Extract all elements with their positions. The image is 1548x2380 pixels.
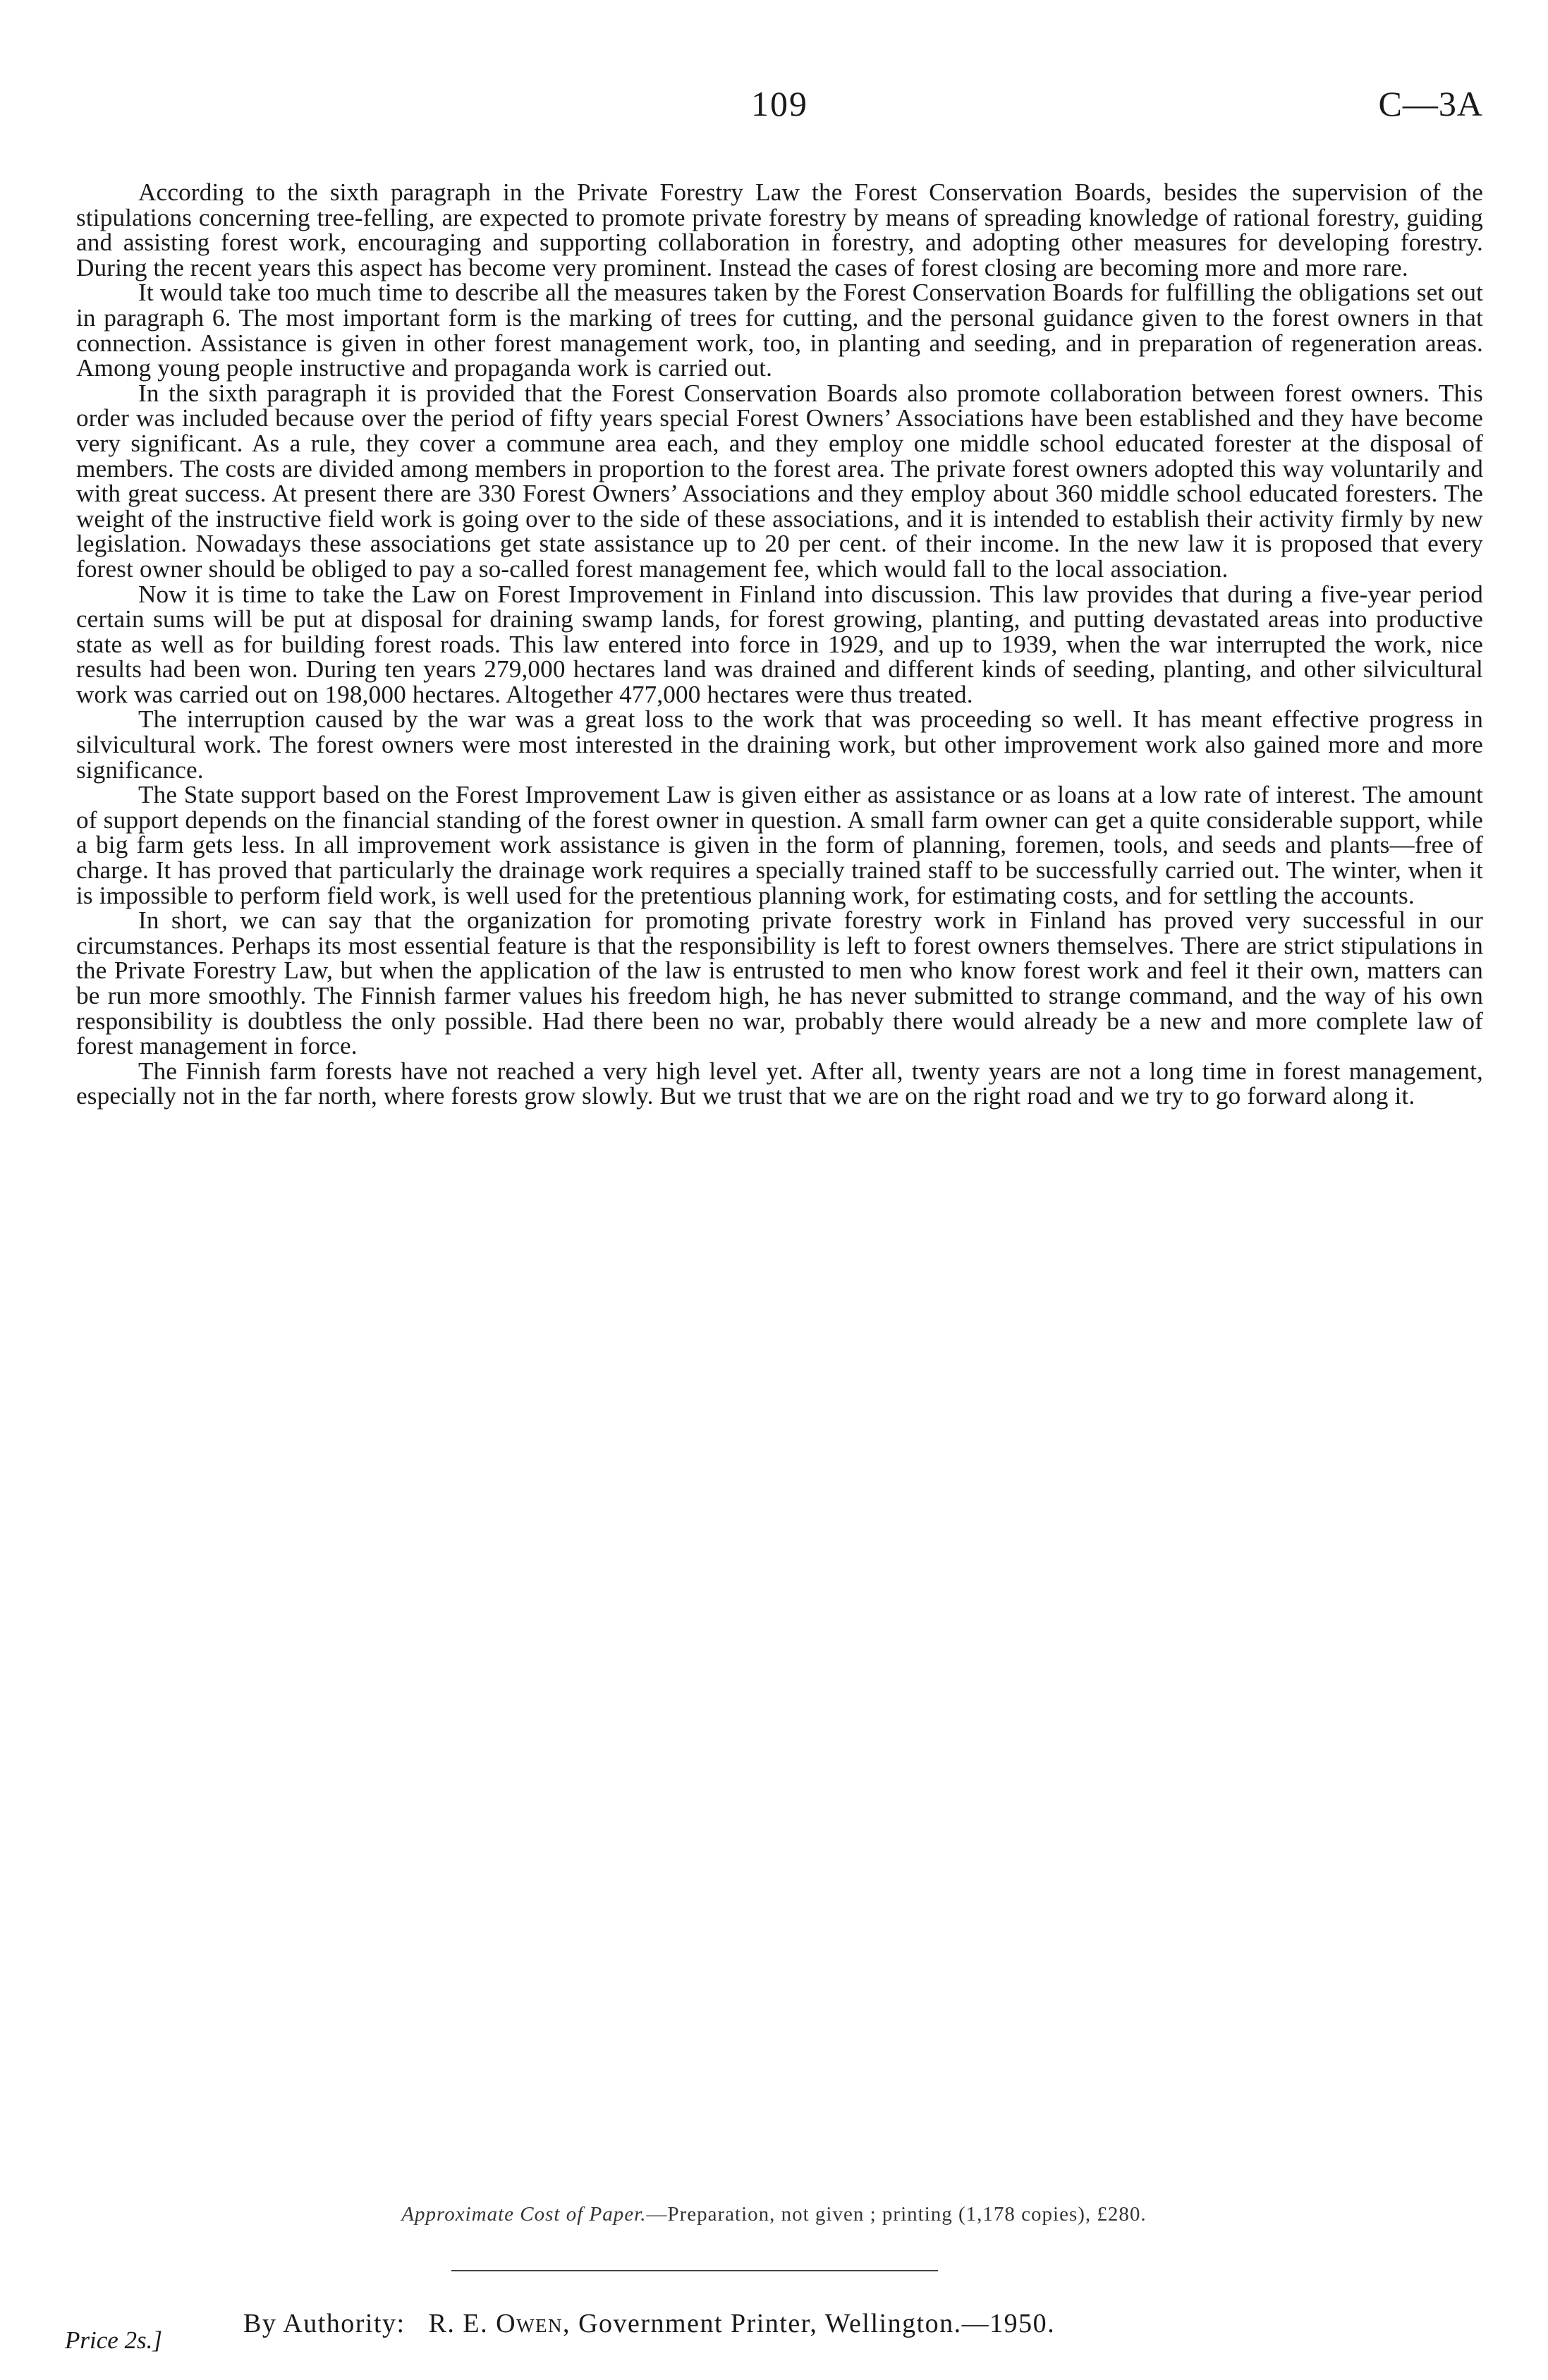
cost-label: Approximate Cost of Paper. xyxy=(401,2203,647,2226)
paragraph: Now it is time to take the Law on Forest Improvement in Finland into discussion. This law provides that during a five-year period certain sums will be put at disposal for draining swamp lands, for forest growing, planting, and putting devastated areas into productive state as well as for building forest roads. This law entered into force in 1929, and up to 1939, when the war interrupted the work, nice results had been won. During ten years 279,000 hectares land was drained and different kinds of seeding, planting, and other silvicultural work was carried out on 198,000 hectares. Altogether 477,000 hectares were thus treated. xyxy=(76,580,1483,708)
divider-rule xyxy=(451,2270,938,2271)
printer-suffix: Government Printer, Wellington.—1950. xyxy=(578,2309,1056,2338)
document-reference: C—3A xyxy=(1378,84,1483,123)
page-header xyxy=(76,83,1483,140)
paragraph: In the sixth paragraph it is provided that the Forest Conservation Boards also promote collaboration between forest owners. This order was included because over the period of fifty years special Forest Owners’ Associations have been established and they have become very significant. As a rule, they cover a commune area each, and they employ one middle school educated forester at the disposal of members. The costs are divided among members in proportion to the forest area. The private forest owners adopted this way voluntarily and with great success. At present there are 330 Forest Owners’ Associations and they employ about 360 middle school educated foresters. The weight of the instructive field work is going over to the side of these associations, and it is intended to establish their activity firmly by new legislation. Nowadays these associations get state assistance up to 20 per cent. of their income. In the new law it is proposed that every forest owner should be obliged to pay a so-called forest management fee, which would fall to the local association. xyxy=(76,379,1483,583)
cost-note xyxy=(0,2203,1548,2226)
cost-detail: —Preparation, not given ; printing (1,178 copies), £280. xyxy=(646,2203,1147,2226)
paragraph: The State support based on the Forest Improvement Law is given either as assistance or as loans at a low rate of interest. The amount of support depends on the financial standing of the forest owner in question. A small farm owner can get a quite considerable support, while a big farm gets less. In all improvement work assistance is given in the form of planning, foremen, tools, and seeds and plants—free of charge. It has proved that particularly the drainage work requires a specially trained staff to be successfully carried out. The winter, when it is impossible to perform field work, is well used for the pretentious planning work, for estimating costs, and for settling the accounts. xyxy=(76,781,1483,909)
page-number: 109 xyxy=(751,84,808,123)
printer-name: R. E. Owen, xyxy=(428,2309,571,2338)
imprint-line xyxy=(243,2308,1055,2339)
paragraph: The Finnish farm forests have not reached a very high level yet. After all, twenty years are not a long time in forest management, especially not in the far north, where forests grow slowly. But we trust that we are on the right road and we try to go forward along it. xyxy=(76,1057,1483,1110)
authority-prefix: By Authority: xyxy=(243,2309,406,2338)
body-text xyxy=(76,180,1483,1109)
paragraph: It would take too much time to describe all the measures taken by the Forest Conservation Boards for fulfilling the obligations set out in paragraph 6. The most important form is the marking of trees for cutting, and the personal guidance given to the forest owners in that connection. Assistance is given in other forest management work, too, in planting and seeding, and in preparation of regeneration areas. Among young people instructive and propaganda work is carried out. xyxy=(76,279,1483,382)
paragraph: In short, we can say that the organization for promoting private forestry work in Finland has proved very successful in our circumstances. Perhaps its most essential feature is that the responsibility is left to forest owners themselves. There are strict stipulations in the Private Forestry Law, but when the application of the law is entrusted to men who know forest work and feel it their own, matters can be run more smoothly. The Finnish farmer values his freedom high, he has never submitted to strange command, and the way of his own responsibility is doubtless the only possible. Had there been no war, probably there would already be a new and more complete law of forest management in force. xyxy=(76,906,1483,1060)
paragraph: According to the sixth paragraph in the Private Forestry Law the Forest Conservation Boards, besides the supervision of the stipulations concerning tree-felling, are expected to promote private forestry by means of spreading knowledge of rational forestry, guiding and assisting forest work, encouraging and supporting collaboration in forestry, and adopting other measures for developing forestry. During the recent years this aspect has become very prominent. Instead the cases of forest closing are becoming more and more rare. xyxy=(76,178,1483,281)
price-note: Price 2s.] xyxy=(65,2326,163,2354)
paragraph: The interruption caused by the war was a great loss to the work that was proceeding so well. It has meant effective progress in silvicultural work. The forest owners were most interested in the draining work, but other improvement work also gained more and more significance. xyxy=(76,705,1483,784)
